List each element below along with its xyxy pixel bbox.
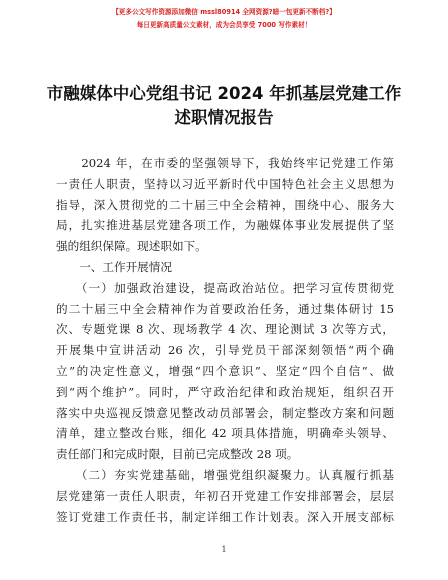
promo-banner bbox=[0, 6, 448, 32]
text-line: 的二十届三中全会精神作为首要政治任务，通过集体研讨 15 bbox=[56, 301, 394, 316]
text-line: 签订党建工作责任书，制定详细工作计划表。深入开展支部标 bbox=[56, 509, 394, 524]
text-line: 一、工作开展情况 bbox=[56, 259, 172, 274]
text-line: 清单，建立整改台账，细化 42 项具体措施，明确牵头领导、 bbox=[56, 426, 394, 441]
text-line: 落实中央巡视反馈意见整改动员部署会，制定整改方案和问题 bbox=[56, 405, 394, 420]
text-line: 责任部门和完成时限，目前已完成整改 28 项。 bbox=[56, 447, 299, 462]
document-title-line-1: 市融媒体中心党组书记 2024 年抓基层党建工作 bbox=[46, 84, 402, 103]
text-line: 局，扎实推进基层党建各项工作，为融媒体事业发展提供了坚 bbox=[56, 218, 394, 233]
page-number: 1 bbox=[221, 545, 227, 554]
text-line: （一）加强政治建设，提高政治站位。把学习宣传贯彻党 bbox=[56, 280, 394, 295]
text-line: （二）夯实党建基础，增强党组织凝聚力。认真履行抓基 bbox=[56, 467, 394, 482]
text-line: 立”的决定性意义，增强“四个意识”、坚定“四个自信”、做 bbox=[56, 363, 394, 378]
text-line: 一责任人职责，坚持以习近平新时代中国特色社会主义思想为 bbox=[56, 176, 394, 191]
text-line: 强的组织保障。现述职如下。 bbox=[56, 239, 207, 254]
paragraph-political-building bbox=[56, 278, 394, 465]
text-line: 层党建第一责任人职责，年初召开党建工作安排部署会，层层 bbox=[56, 488, 394, 503]
text-line: 2024 年，在市委的坚强领导下，我始终牢记党建工作第 bbox=[56, 156, 394, 170]
promo-banner-line-2: 每日更新高质量公文素材，成为会员享受 7000 写作素材！ bbox=[136, 21, 312, 29]
promo-banner-line-1: 【更多公文写作资源添加微信 mssl80914 全网资源?暗一包更新不断档?】 bbox=[112, 8, 336, 16]
section-heading bbox=[56, 257, 394, 278]
paragraph-party-foundation bbox=[56, 465, 394, 527]
text-line: 次、专题党课 8 次、现场教学 4 次、理论测试 3 次等方式， bbox=[56, 322, 394, 337]
text-line: 指导，深入贯彻党的二十届三中全会精神，围绕中心、服务大 bbox=[56, 197, 394, 212]
text-line: 到“两个维护”。同时，严守政治纪律和政治规矩，组织召开 bbox=[56, 384, 394, 399]
paragraph-intro bbox=[56, 153, 394, 257]
document-title-line-2: 述职情况报告 bbox=[174, 108, 274, 127]
text-line: 开展集中宣讲活动 26 次，引导党员干部深刻领悟“两个确 bbox=[56, 343, 394, 358]
document-body bbox=[56, 153, 394, 527]
document-title bbox=[0, 82, 448, 130]
